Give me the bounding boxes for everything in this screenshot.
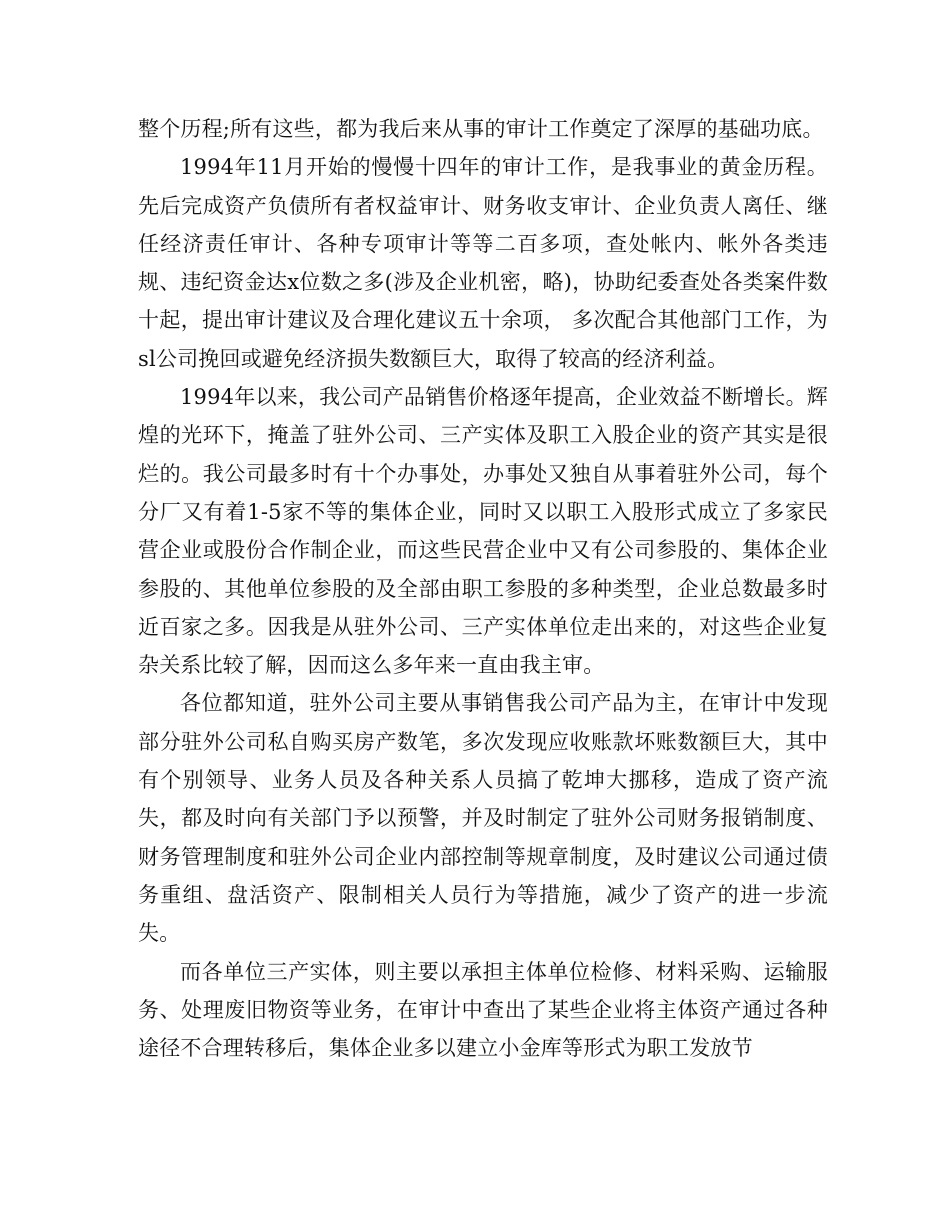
document-body	[138, 110, 828, 1067]
paragraph-1: 整个历程;所有这些，都为我后来从事的审计工作奠定了深厚的基础功底。	[138, 117, 824, 141]
paragraph-3: 1994年以来，我公司产品销售价格逐年提高，企业效益不断增长。辉煌的光环下，掩盖了驻外公司、三产实体及职工入股企业的资产其实是很烂的。我公司最多时有十个办事处，办事处又独自从事着驻外公司，每个分厂又有着1-5家不等的集体企业，同时又以职工入股形式成立了多家民营企业或股份合作制企业，而这些民营企业中又有公司参股的、集体企业参股的、其他单位参股的及全部由职工参股的多种类型，企业总数最多时近百家之多。因我是从驻外公司、三产实体单位走出来的，对这些企业复杂关系比较了解，因而这么多年来一直由我主审。	[138, 385, 828, 678]
paragraph-4: 各位都知道，驻外公司主要从事销售我公司产品为主，在审计中发现部分驻外公司私自购买房产数笔，多次发现应收账款坏账数额巨大，其中有个别领导、业务人员及各种关系人员搞了乾坤大挪移，造成了资产流失，都及时向有关部门予以预警，并及时制定了驻外公司财务报销制度、财务管理制度和驻外公司企业内部控制等规章制度，及时建议公司通过债务重组、盘活资产、限制相关人员行为等措施，减少了资产的进一步流失。	[138, 691, 828, 946]
paragraph-5: 而各单位三产实体，则主要以承担主体单位检修、材料采购、运输服务、处理废旧物资等业务，在审计中查出了某些企业将主体资产通过各种途径不合理转移后，集体企业多以建立小金库等形式为职工发放节	[138, 959, 828, 1061]
paragraph-2: 1994年11月开始的慢慢十四年的审计工作，是我事业的黄金历程。先后完成资产负债所有者权益审计、财务收支审计、企业负责人离任、继任经济责任审计、各种专项审计等等二百多项，查处帐内、帐外各类违规、违纪资金达x位数之多(涉及企业机密，略)，协助纪委查处各类案件数十起，提出审计建议及合理化建议五十余项， 多次配合其他部门工作，为sl公司挽回或避免经济损失数额巨大，取得了较高的经济利益。	[138, 155, 828, 371]
